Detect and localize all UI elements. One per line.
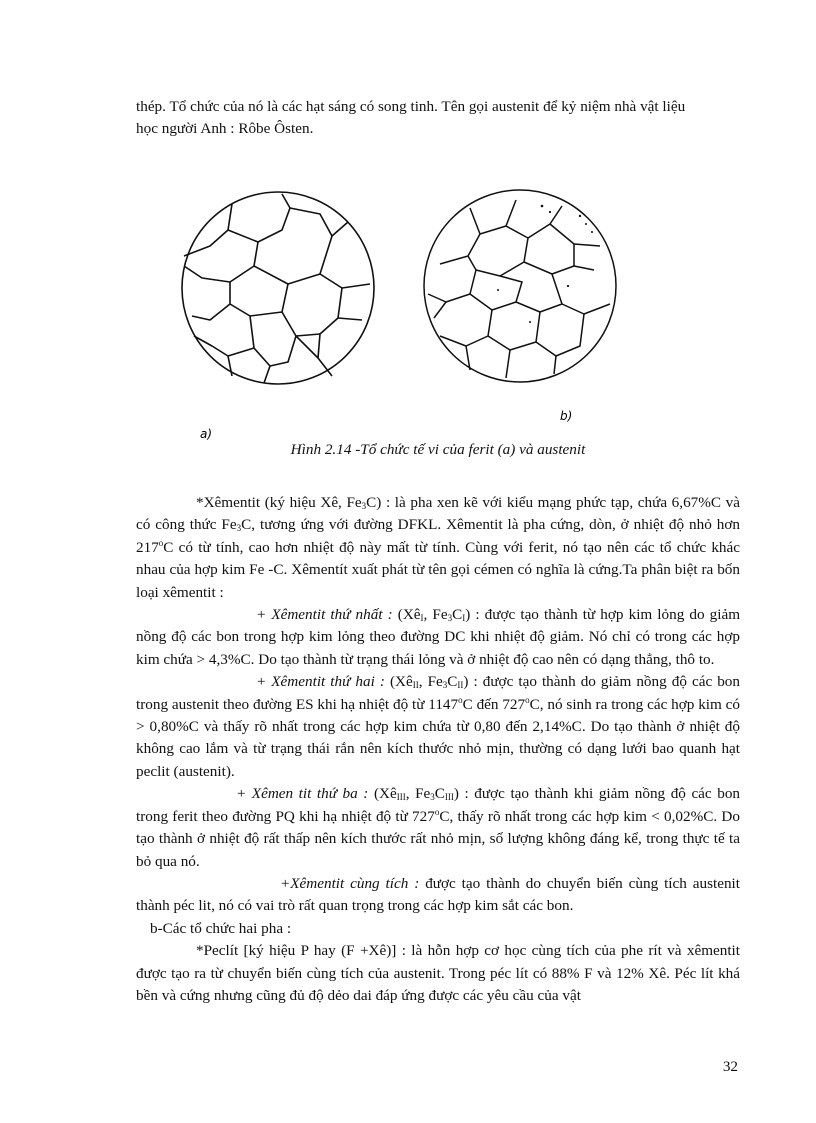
micrograph-b <box>424 190 616 382</box>
figure-caption: Hình 2.14 -Tổ chức tế vi của ferit (a) và austenit <box>290 441 586 458</box>
intro-line-1: thép. Tổ chức của nó là các hạt sáng có song tinh. Tên gọi austenit để kỷ niệm nhà vật liệu <box>136 98 686 115</box>
page-number: 32 <box>722 1058 738 1075</box>
xementit-first-paragraph: + Xêmentit thứ nhất : ($Xê_I$, $Fe_3C_I$) : được tạo thành từ hợp kim lỏng do giảm nồng độ các bon trong hợp kim lỏng theo đường DC khi nhiệt độ giảm. Nó chỉ có trong các hợp kim chứa > 4,3%C. Do tạo thành từ trạng thái lỏng và ở nhiệt độ cao nên có dạng thẳng, thô to. <box>136 606 741 668</box>
micrograph-b-circle <box>424 190 616 382</box>
peclit-paragraph: *Peclít [ký hiệu P hay (F +Xê)] : là hỗn hợp cơ học cùng tích của phe rít và xêmentit được tạo ra từ chuyển biến cùng tích của austenit. Trong péc lít có 88% F và 12% Xê. Péc lít khá bền và cứng nhưng cũng đủ độ dẻo dai đáp ứng được các yêu cầu của vật <box>136 942 740 1004</box>
micrograph-b-dots <box>497 205 593 323</box>
body-text <box>136 492 740 1007</box>
xementit-intro-paragraph: *Xêmentit (ký hiệu Xê, $Fe_3C$) : là pha xen kẽ với kiểu mạng phức tạp, chứa 6,67%C và có công thức $Fe_3C$, tương ứng với đường DFKL. Xêmentit là pha cứng, dòn, ở nhiệt độ nhỏ hơn 217$^o$C có từ tính, cao hơn nhiệt độ này mất từ tính. Cùng với ferit, nó tạo nên các tổ chức khác nhau của hợp kim Fe -C. Xêmentít xuất phát từ tên gọi cémen có nghĩa là cứng.Ta phân biệt ra bốn loại xêmentit : <box>136 494 740 601</box>
xementit-third-paragraph: + Xêmen tit thứ ba : ($Xê_{III}$, $Fe_3C_{III}$) : được tạo thành khi giảm nồng độ các bon trong ferit theo đường PQ khi hạ nhiệt độ từ 727$^o$C, thấy rõ nhất trong các hợp kim < 0,02%C. Do tạo thành ở nhiệt độ rất thấp nên kích thước rất nhỏ mịn, số lượng không đáng kể, trong thực tế ta bỏ qua nó. <box>136 785 741 870</box>
micrograph-a <box>182 192 374 384</box>
xementit-eutectoid-paragraph: +Xêmentit cùng tích : được tạo thành do chuyển biến cùng tích austenit thành péc lit, nó có vai trò rất quan trọng trong các hợp kim sắt các bon. <box>136 874 740 915</box>
two-phase-heading: b-Các tổ chức hai pha : <box>150 919 292 937</box>
intro-paragraph <box>136 96 740 141</box>
micrograph-figure <box>170 186 640 441</box>
figure-label-a: a) <box>200 427 213 441</box>
intro-line-2: học người Anh : Rôbe Ôsten. <box>136 120 314 138</box>
figure-label-b: b) <box>560 409 573 423</box>
xementit-second-paragraph: + Xêmentit thứ hai : ($Xê_{II}$, $Fe_3C_{II}$) : được tạo thành do giảm nồng độ các bon trong austenit theo đường ES khi hạ nhiệt độ từ 1147$^o$C đến 727$^o$C, nó sinh ra trong các hợp kim có > 0,80%C và thấy rõ nhất trong các hợp kim chứa từ 0,80 đến 2,14%C. Do tạo thành ở nhiệt độ không cao lắm và từ trạng thái rắn nên kích thước nhỏ mịn, thường có dạng lưới bao quanh hạt peclit (austenit). <box>136 673 740 780</box>
